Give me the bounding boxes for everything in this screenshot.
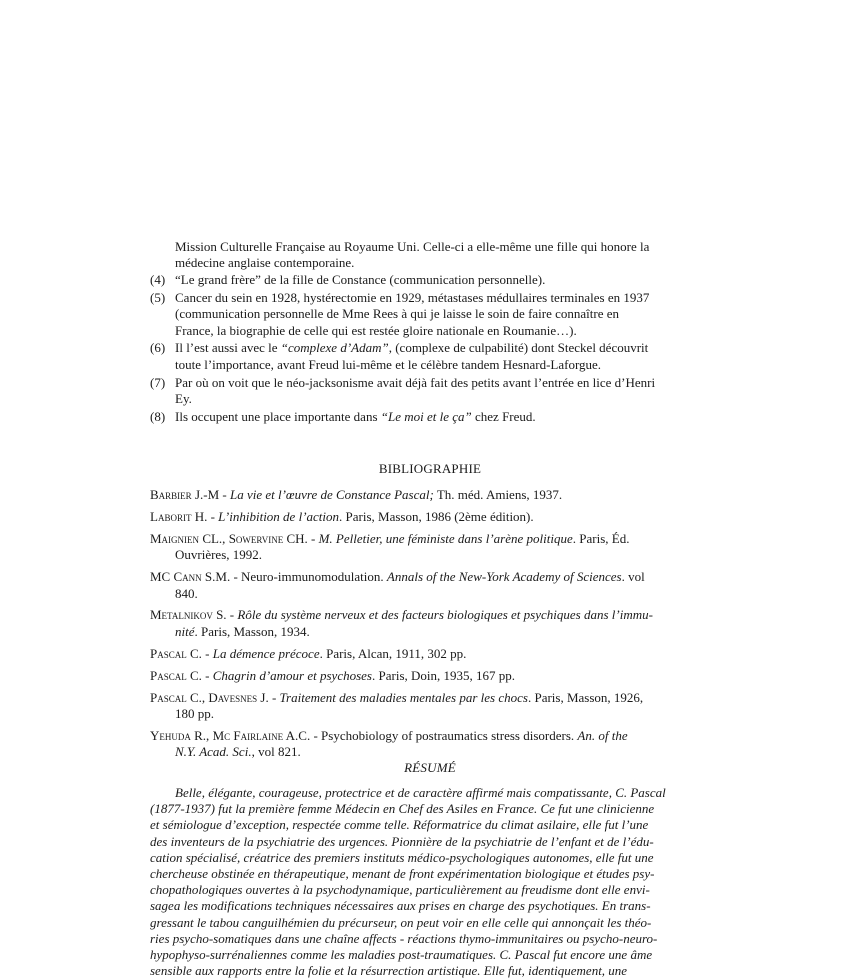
text-line: Metalnikov S. - Rôle du système nerveux et des facteurs biologiques et psychiques dans l’immu-: [150, 607, 653, 623]
text-line: Pascal C., Davesnes J. - Traitement des maladies mentales par les chocs. Paris, Masson, 1926,: [150, 689, 644, 705]
text-line: 840.: [175, 585, 198, 601]
footnote-5: [150, 290, 710, 339]
text-line: Par où on voit que le néo-jacksonisme avait déjà fait des petits avant l’entrée en lice d’Henri: [175, 374, 656, 390]
text-line: cation spécialisé, créatrice des premiers instituts médico-psychologiques autonomes, elle fut une: [150, 849, 654, 865]
text-line: Belle, élégante, courageuse, protectrice et de caractère affirmé mais compatissante, C. Pascal: [175, 785, 666, 800]
text-line: hypophyso-surrénaliennes comme les maladies post-traumatiques. C. Pascal fut encore une âme: [150, 947, 653, 963]
text-line: (communication personnelle de Mme Rees à qui je laisse le soin de faire connaître en: [175, 306, 620, 322]
footnote-continuation: [150, 239, 710, 272]
text-line: N.Y. Acad. Sci., vol 821.: [175, 744, 301, 760]
text-line: médecine anglaise contemporaine.: [175, 255, 355, 271]
footnote-7: [150, 375, 710, 408]
text-line: France, la biographie de celle qui est restée gloire nationale en Roumanie…).: [175, 322, 577, 338]
text-line: Pascal C. - Chagrin d’amour et psychoses. Paris, Doin, 1935, 167 pp.: [150, 667, 515, 683]
text-line: chercheuse obstinée en thérapeutique, menant de front expérimentation biologique et études psy-: [150, 866, 655, 882]
text-line: Mission Culturelle Française au Royaume Uni. Celle-ci a elle-même une fille qui honore la: [175, 239, 650, 254]
bibliography-entry: [150, 487, 710, 503]
resume-paragraph: [150, 785, 710, 979]
bibliography-heading: BIBLIOGRAPHIE: [378, 461, 482, 476]
text-line: Cancer du sein en 1928, hystérectomie en 1929, métastases médullaires terminales en 1937: [175, 289, 650, 305]
bibliography-entry: [150, 728, 710, 761]
text-line: chopathologiques ouvertes à la psychodynamique, particulièrement au freudisme dont elle envi-: [150, 882, 650, 898]
footnote-number: (7): [150, 374, 166, 390]
bibliography-entry: [150, 569, 710, 602]
bibliography-entry: [150, 668, 710, 684]
footnotes: [150, 239, 710, 427]
text-line: Ey.: [175, 391, 192, 407]
text-line: Ils occupent une place importante dans “Le moi et le ça” chez Freud.: [175, 409, 536, 425]
footnote-number: (6): [150, 340, 166, 356]
text-line: Ouvrières, 1992.: [175, 547, 263, 563]
text-line: gressant le tabou canguilhémien du précurseur, on peut voir en elle celle qui annonçait les théo-: [150, 914, 652, 930]
footnote-8: [150, 409, 710, 425]
bibliography-entry: [150, 607, 710, 640]
text-line: 180 pp.: [175, 705, 214, 721]
bibliography-entry: [150, 690, 710, 723]
footnote-number: (4): [150, 271, 166, 287]
text-line: Yehuda R., Mc Fairlaine A.C. - Psychobiology of postraumatics stress disorders. An. of the: [150, 727, 628, 743]
text-line: sagea les modifications techniques nécessaires aux prises en charge des psychotiques. En trans-: [150, 898, 651, 914]
text-line: nité. Paris, Masson, 1934.: [175, 623, 310, 639]
text-line: “Le grand frère” de la fille de Constance (communication personnelle).: [175, 271, 546, 287]
bibliography-entry: [150, 646, 710, 662]
resume-heading: RÉSUMÉ: [404, 760, 456, 775]
text-line: toute l’importance, avant Freud lui-même et le célèbre tandem Hesnard-Laforgue.: [175, 356, 602, 372]
bibliography-list: [150, 487, 710, 766]
text-line: des inventeurs de la psychiatrie des urgences. Pionnière de la psychiatrie de l’enfant et de l’édu-: [150, 833, 654, 849]
text-line: Laborit H. - L’inhibition de l’action. Paris, Masson, 1986 (2ème édition).: [150, 508, 534, 524]
text-line: sensible aux rapports entre la folie et la résurrection artistique. Elle fut, identiquement, une: [150, 963, 628, 979]
text-line: MC Cann S.M. - Neuro-immunomodulation. Annals of the New-York Academy of Sciences. vol: [150, 569, 645, 585]
footnote-6: [150, 340, 710, 373]
footnote-4: [150, 272, 710, 288]
footnote-number: (8): [150, 409, 166, 425]
bibliography-entry: [150, 531, 710, 564]
text-line: Pascal C. - La démence précoce. Paris, Alcan, 1911, 302 pp.: [150, 645, 467, 661]
text-line: ries psycho-somatiques dans une chaîne affects - réactions thymo-immunitaires ou psycho-neuro-: [150, 930, 658, 946]
text-line: Barbier J.-M - La vie et l’œuvre de Constance Pascal; Th. méd. Amiens, 1937.: [150, 487, 563, 502]
text-line: (1877-1937) fut la première femme Médecin en Chef des Asiles en France. Ce fut une clinicienne: [150, 801, 655, 817]
text-line: Il l’est aussi avec le “complexe d’Adam”, (complexe de culpabilité) dont Steckel découvrit: [175, 340, 649, 356]
bibliography-entry: [150, 509, 710, 525]
text-line: Maignien CL., Sowervine CH. - M. Pelletier, une féministe dans l’arène politique. Paris, Éd.: [150, 530, 630, 546]
text-line: et sémiologue d’exception, respectée comme telle. Réformatrice du climat asilaire, elle fut l’une: [150, 817, 649, 833]
footnote-number: (5): [150, 289, 166, 305]
